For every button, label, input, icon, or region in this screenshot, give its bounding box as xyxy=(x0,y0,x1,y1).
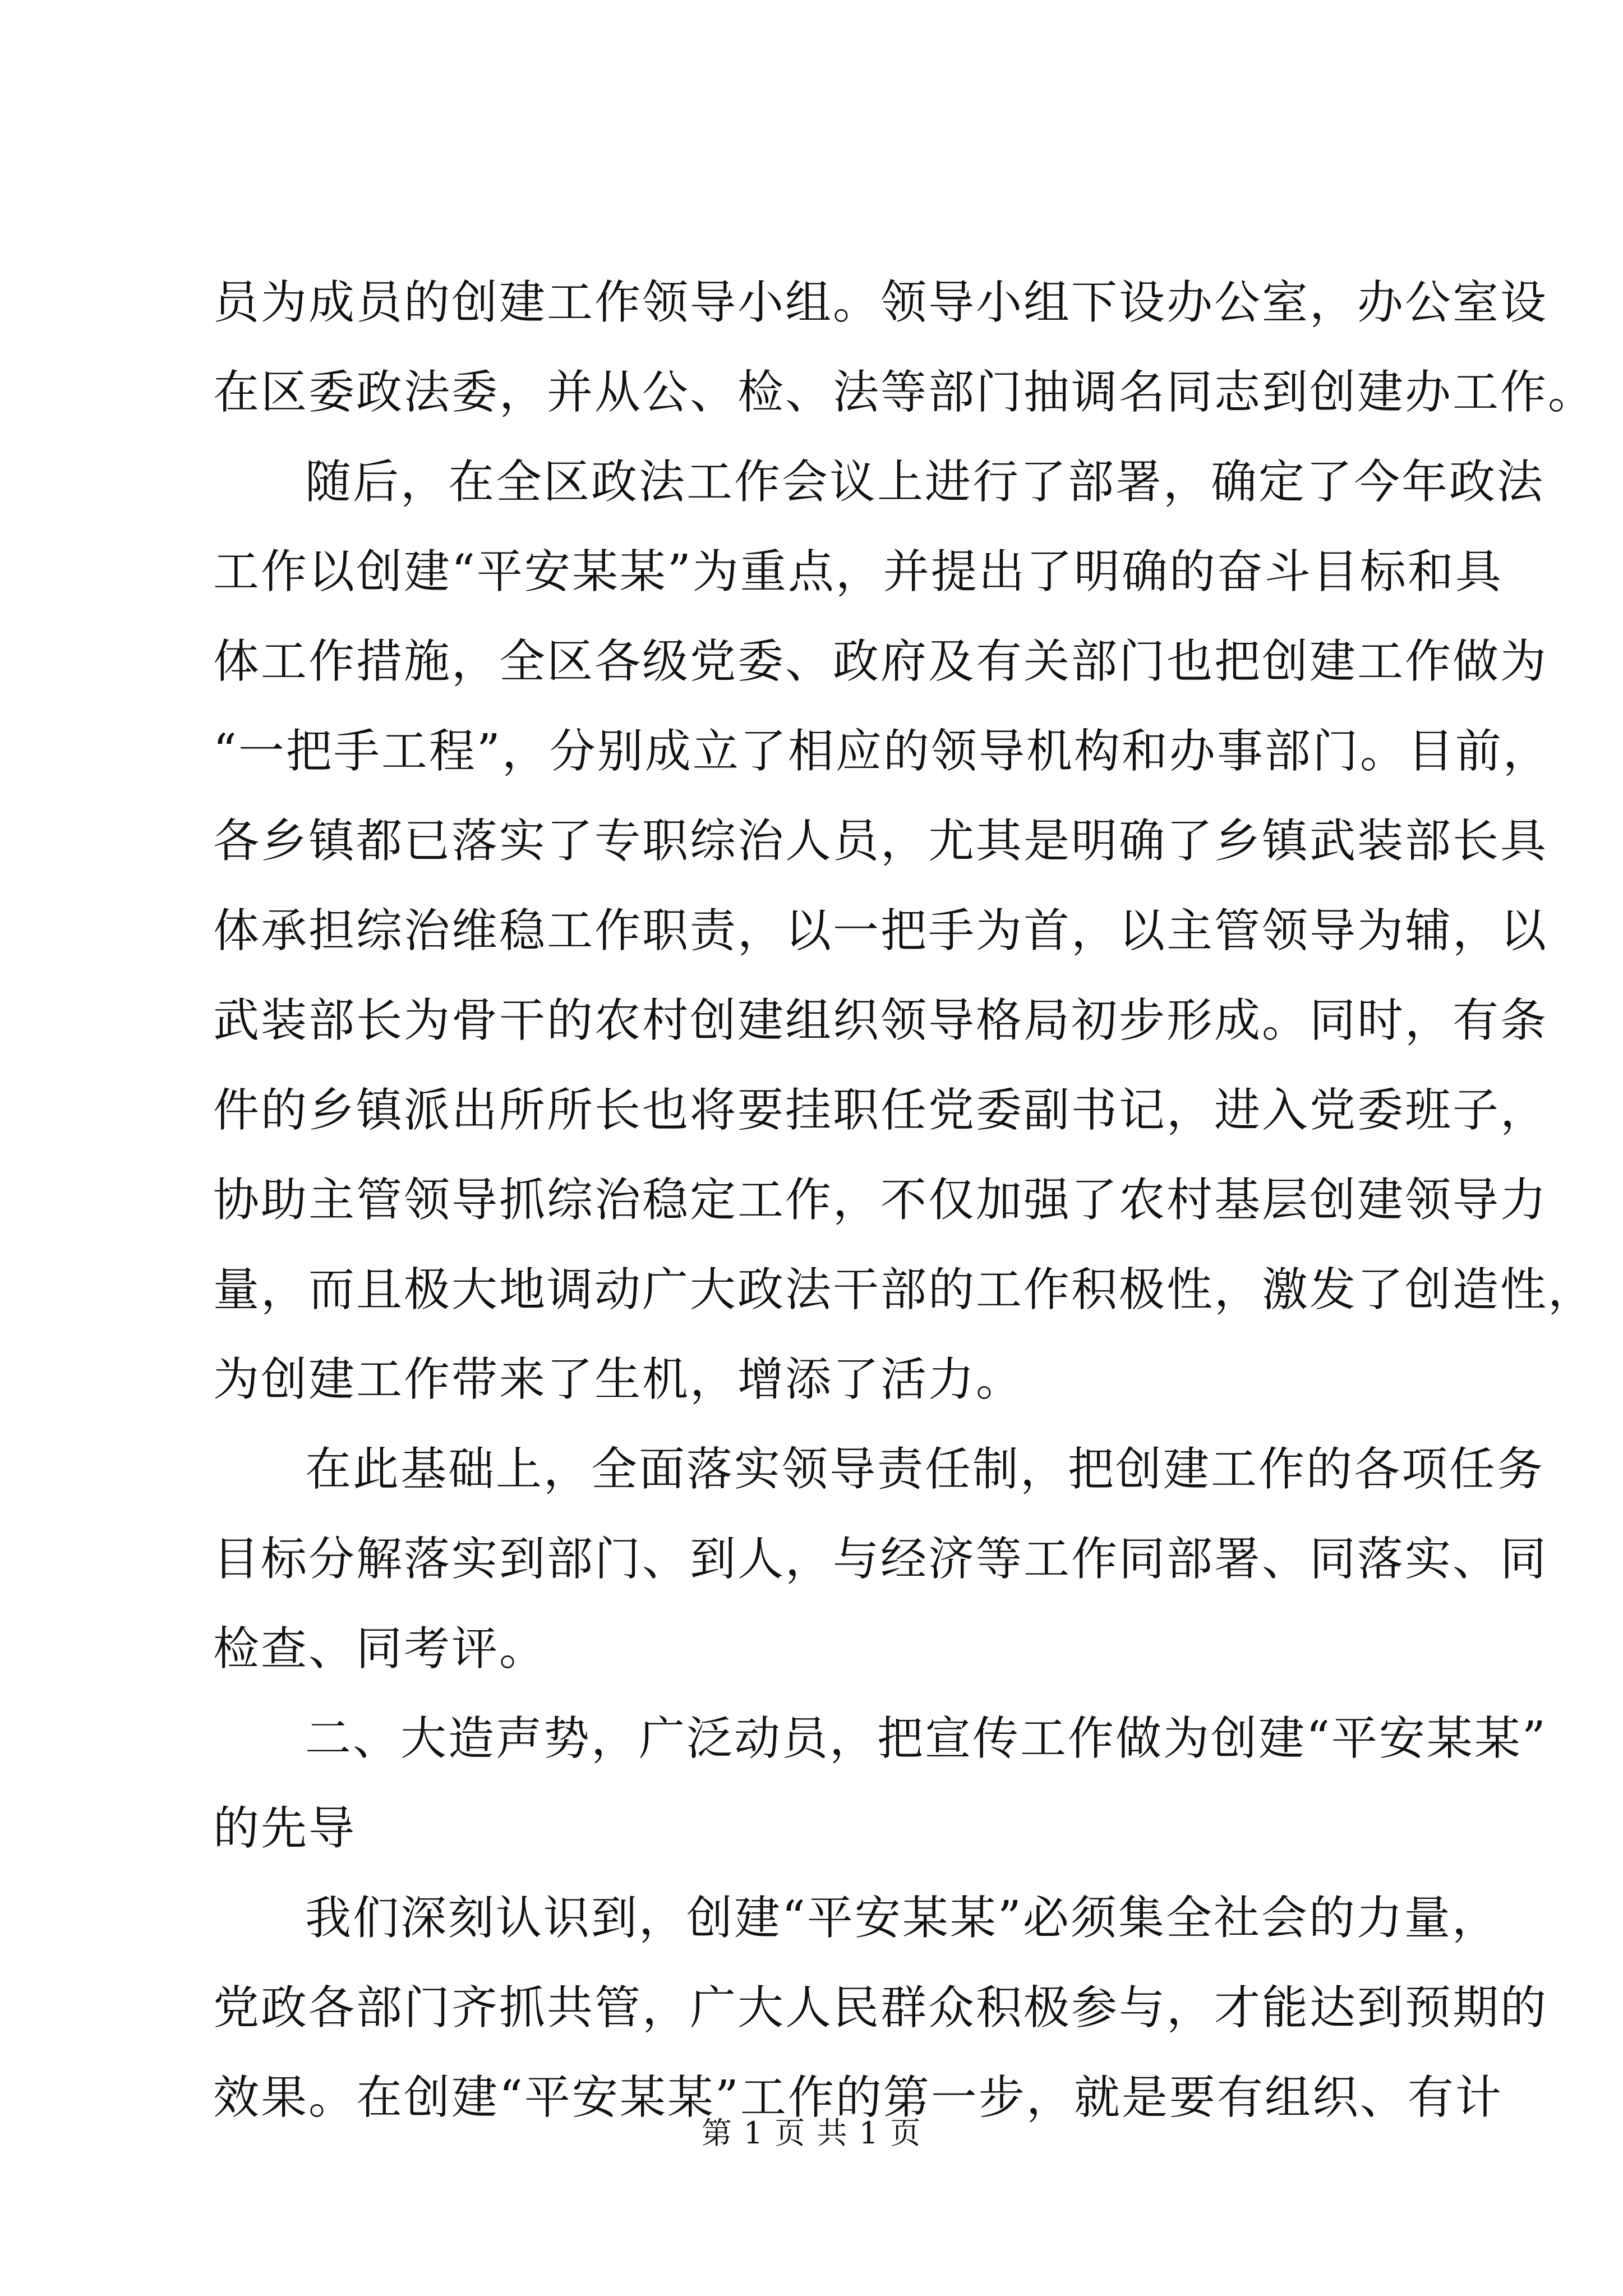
text-line: 员为成员的创建工作领导小组。领导小组下设办公室，办公室设 xyxy=(213,276,1548,329)
text-line: 协助主管领导抓综治稳定工作，不仅加强了农村基层创建领导力 xyxy=(213,1174,1548,1227)
text-line: 工作以创建“平安某某”为重点，并提出了明确的奋斗目标和具 xyxy=(213,545,1503,599)
text-line: 体工作措施，全区各级党委、政府及有关部门也把创建工作做为 xyxy=(213,635,1548,688)
text-line: 体承担综治维稳工作职责，以一把手为首，以主管领导为辅，以 xyxy=(213,904,1548,958)
text-line: 党政各部门齐抓共管，广大人民群众积极参与，才能达到预期的 xyxy=(213,1981,1548,2035)
text-line: 各乡镇都已落实了专职综治人员，尤其是明确了乡镇武装部长具 xyxy=(213,815,1548,868)
section-heading-end-line: 的先导 xyxy=(213,1802,357,1855)
text-line: 件的乡镇派出所所长也将要挂职任党委副书记，进入党委班子， xyxy=(213,1084,1548,1137)
page-footer: 第 1 页 共 1 页 xyxy=(701,2115,922,2151)
text-line: 在区委政法委，并从公、检、法等部门抽调名同志到创建办工作。 xyxy=(213,366,1596,419)
text-line: 目标分解落实到部门、到人，与经济等工作同部署、同落实、同 xyxy=(213,1533,1548,1586)
document-body xyxy=(213,258,1596,2143)
paragraph-start-line: 我们深刻认识到，创建“平安某某”必须集全社会的力量， xyxy=(305,1892,1500,1945)
paragraph-end-line: 为创建工作带来了生机，增添了活力。 xyxy=(213,1353,1024,1406)
text-line: 量，而且极大地调动广大政法干部的工作积极性，激发了创造性， xyxy=(213,1263,1596,1317)
section-heading-line: 二、大造声势，广泛动员，把宣传工作做为创建“平安某某” xyxy=(305,1712,1547,1765)
text-line: 武装部长为骨干的农村创建组织领导格局初步形成。同时，有条 xyxy=(213,994,1548,1047)
paragraph-start-line: 在此基础上，全面落实领导责任制，把创建工作的各项任务 xyxy=(305,1443,1545,1496)
text-line: “一把手工程”，分别成立了相应的领导机构和办事部门。目前， xyxy=(213,725,1551,778)
paragraph-start-line: 随后，在全区政法工作会议上进行了部署，确定了今年政法 xyxy=(305,455,1545,509)
paragraph-end-line: 检查、同考评。 xyxy=(213,1622,547,1676)
text-line: 效果。在创建“平安某某”工作的第一步，就是要有组织、有计 xyxy=(213,2071,1503,2124)
